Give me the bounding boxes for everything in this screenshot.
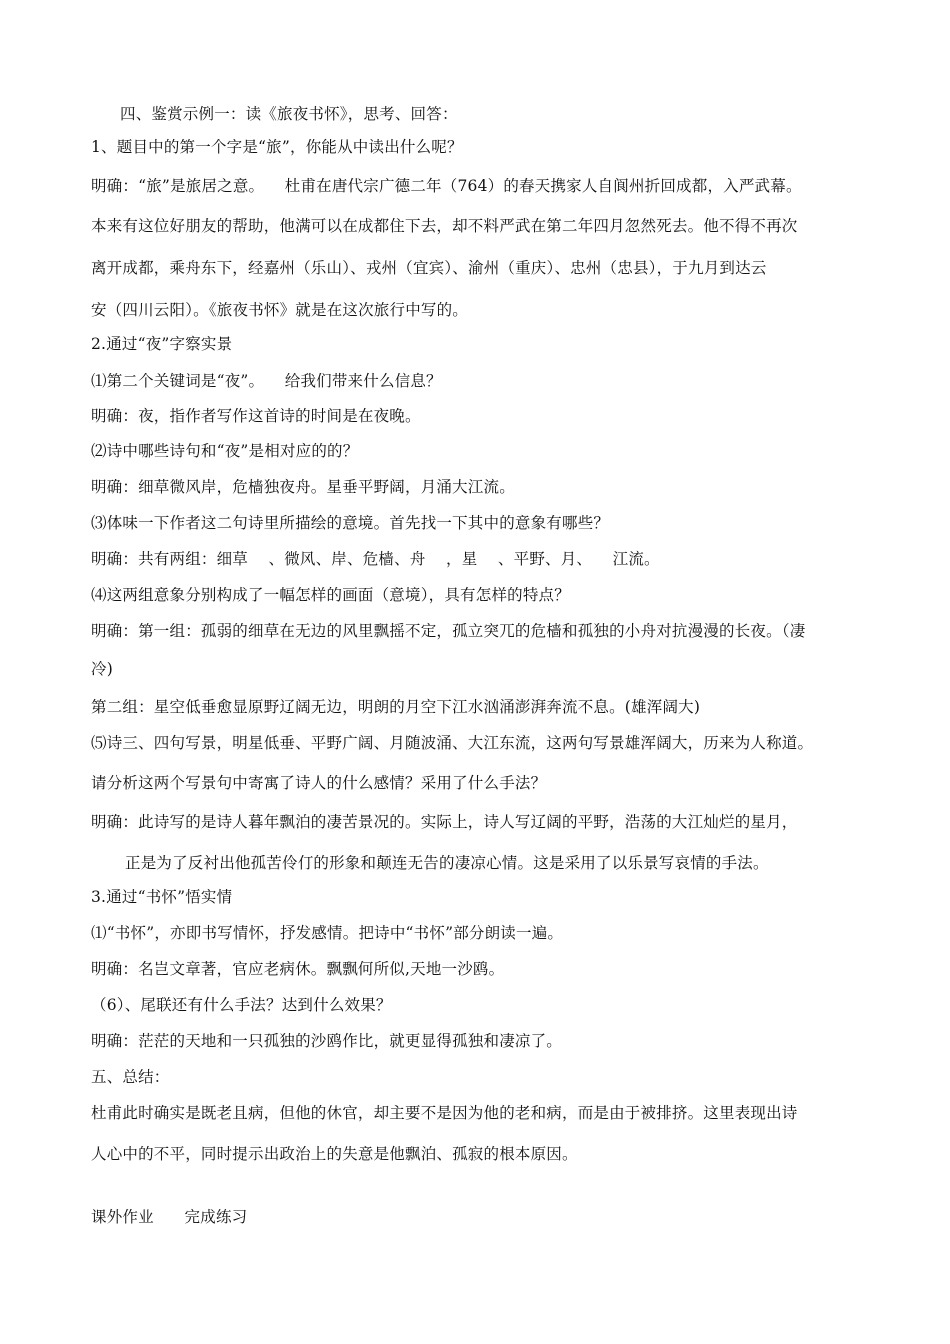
answer-feelings-1: 明确：名岂文章著，官应老病休。飘飘何所似,天地一沙鸥。 — [91, 960, 505, 978]
answer-1-line-1: 明确：“旅”是旅居之意。 杜甫在唐代宗广德二年（764）的春天携家人自阆州折回成都，入严武幕。 — [91, 177, 802, 195]
answer-night-5-line-1: 明确：此诗写的是诗人暮年飘泊的凄苦景况的。实际上，诗人写辽阔的平野，浩荡的大江灿烂的星月， — [91, 813, 798, 831]
question-night-2: ⑵诗中哪些诗句和“夜”是相对应的的？ — [91, 442, 359, 460]
summary-line-1: 杜甫此时确实是既老且病，但他的休官，却主要不是因为他的老和病，而是由于被排挤。这里表现出诗 — [91, 1104, 798, 1122]
answer-1-line-3: 离开成都，乘舟东下，经嘉州（乐山）、戎州（宜宾）、渝州（重庆）、忠州（忠县），于九月到达云 — [91, 259, 767, 277]
answer-night-4-line-2: 冷) — [91, 660, 113, 678]
question-night-3: ⑶体味一下作者这二句诗里所描绘的意境。首先找一下其中的意象有哪些？ — [91, 514, 610, 532]
answer-night-4-line-1: 明确：第一组：孤弱的细草在无边的风里飘摇不定，孤立突兀的危樯和孤独的小舟对抗漫漫的长夜。（凄 — [91, 622, 806, 640]
question-night-5-line-2: 请分析这两个写景句中寄寓了诗人的什么感情？采用了什么手法？ — [91, 774, 547, 792]
summary-line-2: 人心中的不平，同时提示出政治上的失意是他飘泊、孤寂的根本原因。 — [91, 1145, 578, 1163]
homework-line: 课外作业 完成练习 — [91, 1208, 248, 1226]
answer-feelings-6: 明确：茫茫的天地和一只孤独的沙鸥作比，就更显得孤独和凄凉了。 — [91, 1032, 563, 1050]
question-feelings-1: ⑴“书怀”，亦即书写情怀，抒发感情。把诗中“书怀”部分朗读一遍。 — [91, 924, 564, 942]
question-night-5-line-1: ⑸诗三、四句写景，明星低垂、平野广阔、月随波涌、大江东流，这两句写景雄浑阔大，历来为人称道。 — [91, 734, 814, 752]
subheading-feelings: 3.通过“书怀”悟实情 — [91, 888, 233, 906]
answer-night-4-group-2: 第二组：星空低垂愈显原野辽阔无边，明朗的月空下江水汹涌澎湃奔流不息。(雄浑阔大) — [91, 698, 701, 716]
answer-night-5-line-2: 正是为了反衬出他孤苦伶仃的形象和颠连无告的凄凉心情。这是采用了以乐景写哀情的手法。 — [125, 854, 769, 872]
question-night-1: ⑴第二个关键词是“夜”。 给我们带来什么信息？ — [91, 372, 442, 390]
section-heading-summary: 五、总结： — [91, 1068, 170, 1086]
answer-1-line-2: 本来有这位好朋友的帮助，他满可以在成都住下去，却不料严武在第二年四月忽然死去。他不得不再次 — [91, 217, 798, 235]
answer-night-3: 明确：共有两组：细草 、微风、岸、危樯、舟 ，星 、平野、月、 江流。 — [91, 550, 660, 568]
answer-night-1: 明确：夜，指作者写作这首诗的时间是在夜晚。 — [91, 407, 421, 425]
subheading-night: 2.通过“夜”字察实景 — [91, 335, 233, 353]
question-1: 1、题目中的第一个字是“旅”，你能从中读出什么呢？ — [91, 138, 463, 156]
question-night-4: ⑷这两组意象分别构成了一幅怎样的画面（意境），具有怎样的特点？ — [91, 586, 570, 604]
answer-night-2: 明确：细草微风岸，危樯独夜舟。星垂平野阔，月涌大江流。 — [91, 478, 515, 496]
question-feelings-6: （6）、尾联还有什么手法？达到什么效果？ — [91, 996, 392, 1014]
answer-1-line-4: 安（四川云阳）。《旅夜书怀》就是在这次旅行中写的。 — [91, 301, 469, 319]
section-heading-appreciation: 四、鉴赏示例一：读《旅夜书怀》，思考、回答： — [120, 105, 458, 123]
